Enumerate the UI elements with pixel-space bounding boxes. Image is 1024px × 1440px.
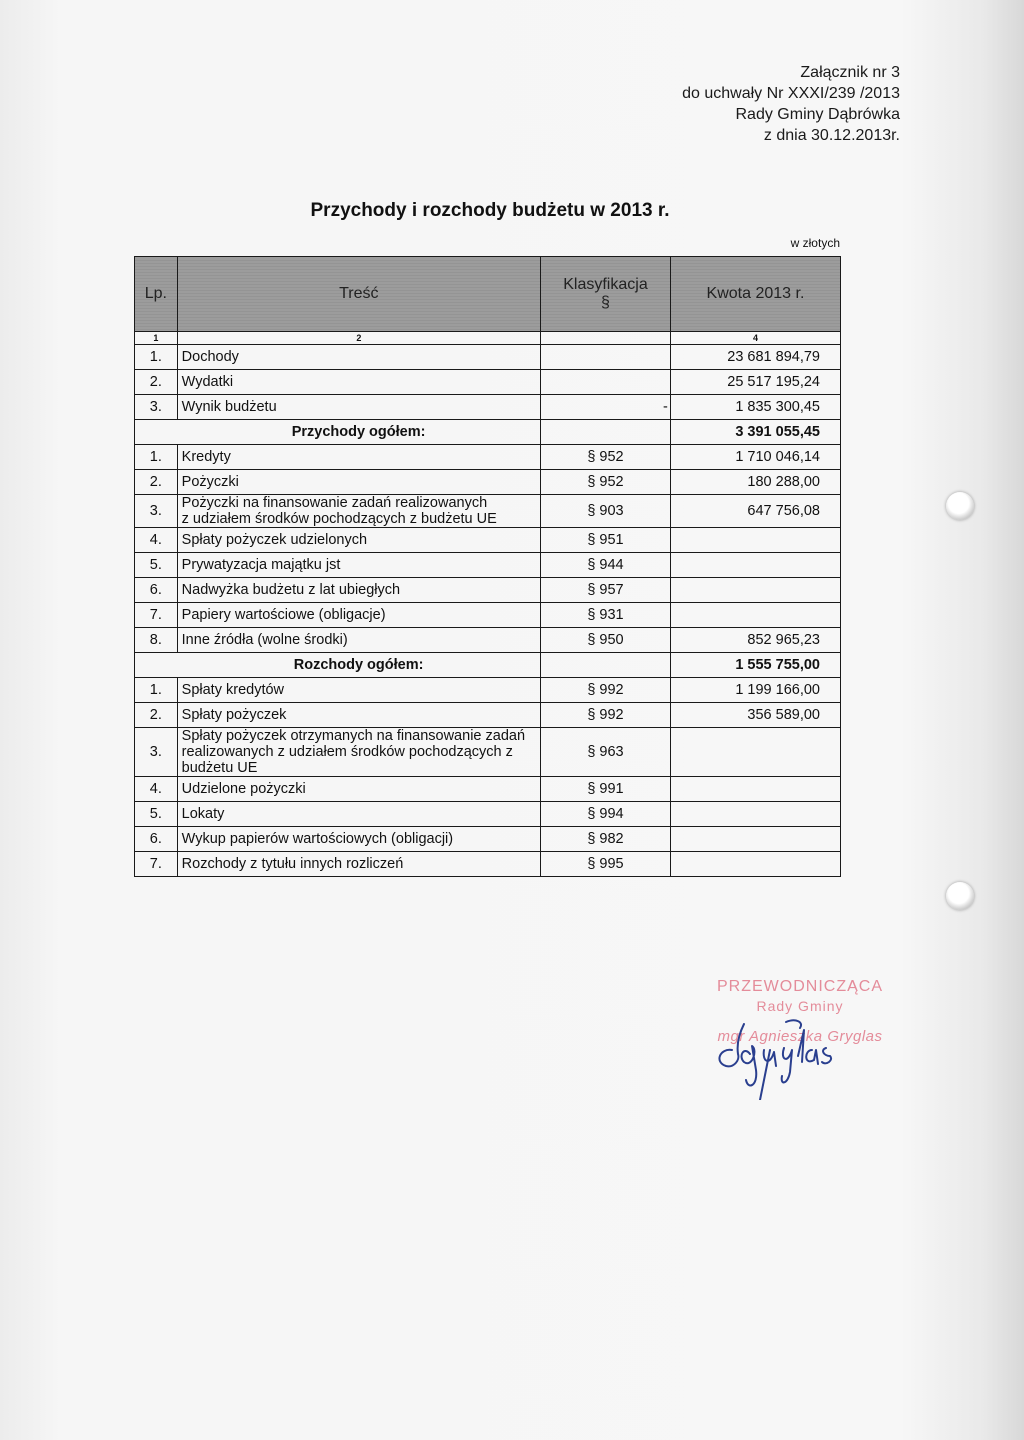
table-row (135, 777, 841, 802)
row-tresc: Pożyczki (177, 470, 540, 495)
row-kwota-value: 1 835 300,45 (735, 399, 820, 415)
row-tresc: Papiery wartościowe (obligacje) (177, 603, 540, 628)
row-kwota (670, 728, 840, 777)
row-paragraph: § 982 (541, 827, 671, 852)
row-paragraph: § 950 (541, 628, 671, 653)
row-lp: 2. (135, 370, 178, 395)
row-paragraph: § 952 (541, 470, 671, 495)
row-tresc: Inne źródła (wolne środki) (177, 628, 540, 653)
table-row (135, 553, 841, 578)
row-lp: 1. (135, 345, 178, 370)
column-number (541, 332, 671, 345)
row-tresc: Udzielone pożyczki (177, 777, 540, 802)
row-lp: 3. (135, 728, 178, 777)
annex-line: Rady Gminy Dąbrówka (735, 106, 900, 123)
row-paragraph: § 995 (541, 852, 671, 877)
row-lp: 6. (135, 827, 178, 852)
row-tresc: Wykup papierów wartościowych (obligacji) (177, 827, 540, 852)
section-label: Rozchody ogółem: (177, 653, 540, 678)
annex-line: Załącznik nr 3 (800, 64, 900, 81)
row-lp: 3. (135, 495, 178, 528)
row-lp: 1. (135, 678, 178, 703)
row-tresc: Spłaty pożyczek udzielonych (177, 528, 540, 553)
table-row (135, 345, 841, 370)
row-kwota (670, 827, 840, 852)
table-row (135, 470, 841, 495)
row-kwota: 1 199 166,00 (670, 678, 840, 703)
row-tresc: Nadwyżka budżetu z lat ubiegłych (177, 578, 540, 603)
row-lp: 5. (135, 553, 178, 578)
annex-line: z dnia 30.12.2013r. (763, 127, 900, 144)
row-paragraph: § 931 (541, 603, 671, 628)
row-kwota (670, 802, 840, 827)
header-tresc: Treść (177, 257, 540, 332)
section-row-expenses (135, 653, 841, 678)
row-lp: 8. (135, 628, 178, 653)
table-row (135, 370, 841, 395)
row-paragraph (541, 653, 671, 678)
section-total: 1 555 755,00 (670, 653, 840, 678)
signature-stroke (719, 1020, 831, 1100)
row-lp: 1. (135, 445, 178, 470)
table-row (135, 603, 841, 628)
punch-hole (946, 882, 974, 910)
header-klasyfikacja-line: Klasyfikacja (563, 276, 648, 293)
row-kwota: 25 517 195,24 (670, 370, 840, 395)
row-tresc: Prywatyzacja majątku jst (177, 553, 540, 578)
row-paragraph: § 992 (541, 703, 671, 728)
table-row (135, 678, 841, 703)
row-paragraph: § 944 (541, 553, 671, 578)
row-tresc-line: Pożyczki na finansowanie zadań realizowanych (181, 495, 488, 511)
row-paragraph: § 903 (541, 495, 671, 528)
header-klasyfikacja (541, 257, 671, 332)
table-row (135, 628, 841, 653)
row-kwota: 23 681 894,79 (670, 345, 840, 370)
row-lp: 4. (135, 777, 178, 802)
row-kwota: 180 288,00 (670, 470, 840, 495)
row-tresc-line: z udziałem środków pochodzących z budżetu UE (181, 511, 497, 527)
row-kwota (670, 578, 840, 603)
header-lp: Lp. (135, 257, 178, 332)
row-paragraph: § 994 (541, 802, 671, 827)
row-tresc: Dochody (177, 345, 540, 370)
row-kwota (670, 528, 840, 553)
column-number: 4 (670, 332, 840, 345)
table-header-row (135, 257, 841, 332)
row-kwota (670, 553, 840, 578)
header-kwota: Kwota 2013 r. (670, 257, 840, 332)
row-kwota (662, 395, 840, 420)
row-lp: 2. (135, 470, 178, 495)
row-paragraph (541, 370, 671, 395)
stamp-title: PRZEWODNICZĄCA (717, 978, 883, 995)
row-tresc (177, 495, 540, 528)
row-tresc-line: realizowanych z udziałem środków pochodzących z (181, 744, 513, 760)
row-lp: 2. (135, 703, 178, 728)
document-title: Przychody i rozchody budżetu w 2013 r. (310, 200, 670, 221)
header-klasyfikacja-line: § (601, 294, 610, 311)
row-kwota: 852 965,23 (670, 628, 840, 653)
row-tresc: Wydatki (177, 370, 540, 395)
column-number: 2 (177, 332, 540, 345)
currency-unit: w złotych (790, 236, 840, 250)
row-lp: 7. (135, 603, 178, 628)
table-row (135, 495, 841, 528)
row-paragraph: § 951 (541, 528, 671, 553)
handwritten-signature (700, 1010, 870, 1100)
row-tresc: Spłaty kredytów (177, 678, 540, 703)
row-tresc: Kredyty (177, 445, 540, 470)
row-paragraph: § 957 (541, 578, 671, 603)
row-kwota: 1 710 046,14 (670, 445, 840, 470)
punch-hole (946, 492, 974, 520)
row-tresc: Spłaty pożyczek (177, 703, 540, 728)
section-total: 3 391 055,45 (670, 420, 840, 445)
row-tresc: Lokaty (177, 802, 540, 827)
section-label: Przychody ogółem: (177, 420, 540, 445)
table-row (135, 802, 841, 827)
row-tresc (177, 728, 540, 777)
row-lp (135, 420, 178, 445)
row-kwota (670, 777, 840, 802)
row-tresc-line: budżetu UE (181, 760, 258, 776)
annex-header (682, 62, 900, 146)
table-row (135, 728, 841, 777)
row-lp: 6. (135, 578, 178, 603)
row-lp: 4. (135, 528, 178, 553)
row-tresc: Rozchody z tytułu innych rozliczeń (177, 852, 540, 877)
row-lp: 7. (135, 852, 178, 877)
row-lp: 3. (135, 395, 178, 420)
table-row (135, 445, 841, 470)
table-row (135, 528, 841, 553)
table-row (135, 578, 841, 603)
negative-sign: - (662, 399, 668, 415)
stamp-subtitle: Rady Gminy (756, 998, 844, 1014)
budget-table (134, 256, 841, 877)
stamp-name: mgr Agnieszka Gryglas (717, 1028, 883, 1045)
row-paragraph: § 963 (541, 728, 671, 777)
row-paragraph (541, 395, 671, 420)
annex-line: do uchwały Nr XXXI/239 /2013 (682, 85, 900, 102)
row-paragraph: § 952 (541, 445, 671, 470)
column-number: 1 (135, 332, 178, 345)
table-row (135, 827, 841, 852)
row-kwota (670, 852, 840, 877)
row-paragraph (541, 345, 671, 370)
row-lp: 5. (135, 802, 178, 827)
row-kwota: 356 589,00 (670, 703, 840, 728)
table-row (135, 852, 841, 877)
column-number-row (135, 332, 841, 345)
row-paragraph: § 991 (541, 777, 671, 802)
row-tresc-line: Spłaty pożyczek otrzymanych na finansowanie zadań (181, 728, 526, 744)
row-kwota (670, 603, 840, 628)
table-row (135, 395, 841, 420)
section-row-income (135, 420, 841, 445)
row-tresc: Wynik budżetu (177, 395, 540, 420)
row-paragraph (541, 420, 671, 445)
row-lp (135, 653, 178, 678)
row-paragraph: § 992 (541, 678, 671, 703)
table-row (135, 703, 841, 728)
row-kwota: 647 756,08 (670, 495, 840, 528)
